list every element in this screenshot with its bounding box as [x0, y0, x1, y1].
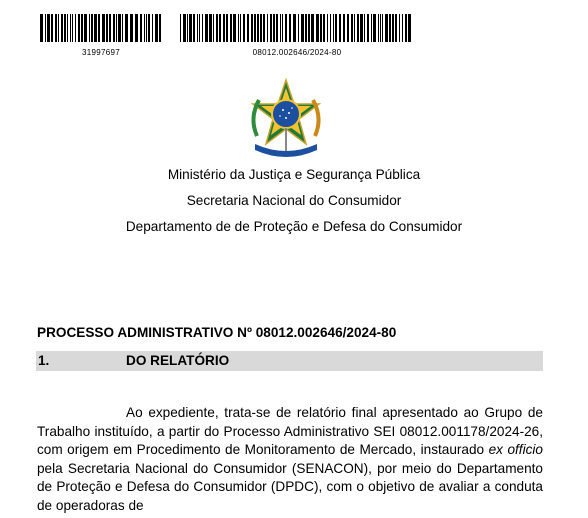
section-title: DO RELATÓRIO — [126, 353, 230, 368]
secretariat-name: Secretaria Nacional do Consumidor — [186, 193, 402, 208]
barcode-process-number — [179, 14, 415, 57]
barcode-number: 31997697 — [82, 48, 120, 57]
section-number: 1. — [38, 353, 50, 368]
barcode-graphic — [179, 14, 415, 42]
section-heading — [36, 351, 543, 371]
paragraph-italic-term: ex officio — [488, 442, 543, 457]
paragraph-text-start: Ao expediente, trata-se de relatório final apresentado ao Grupo de Trabalho instituído, a partir do Processo Administrativo SEI 08012.001178/2024-26, com origem em Procedimento de Monitoramento de Mercado, instaurado — [37, 405, 543, 457]
barcode-number: 08012.002646/2024-80 — [252, 48, 342, 57]
department-name: Departamento de de Proteção e Defesa do Consumidor — [125, 219, 463, 234]
report-paragraph — [37, 404, 543, 515]
brazil-coat-of-arms-icon — [247, 78, 325, 162]
ministry-name: Ministério da Justiça e Segurança Pública — [167, 167, 421, 182]
paragraph-text-end: pela Secretaria Nacional do Consumidor (SENACON), por meio do Departamento de Proteção e Defesa do Consumidor (DPDC), com o objetivo de avaliar a conduta de operadoras de — [37, 460, 543, 513]
barcode-document-id — [39, 14, 163, 57]
process-title: PROCESSO ADMINISTRATIVO Nº 08012.002646/2024-80 — [37, 325, 397, 340]
barcode-graphic — [39, 14, 163, 42]
